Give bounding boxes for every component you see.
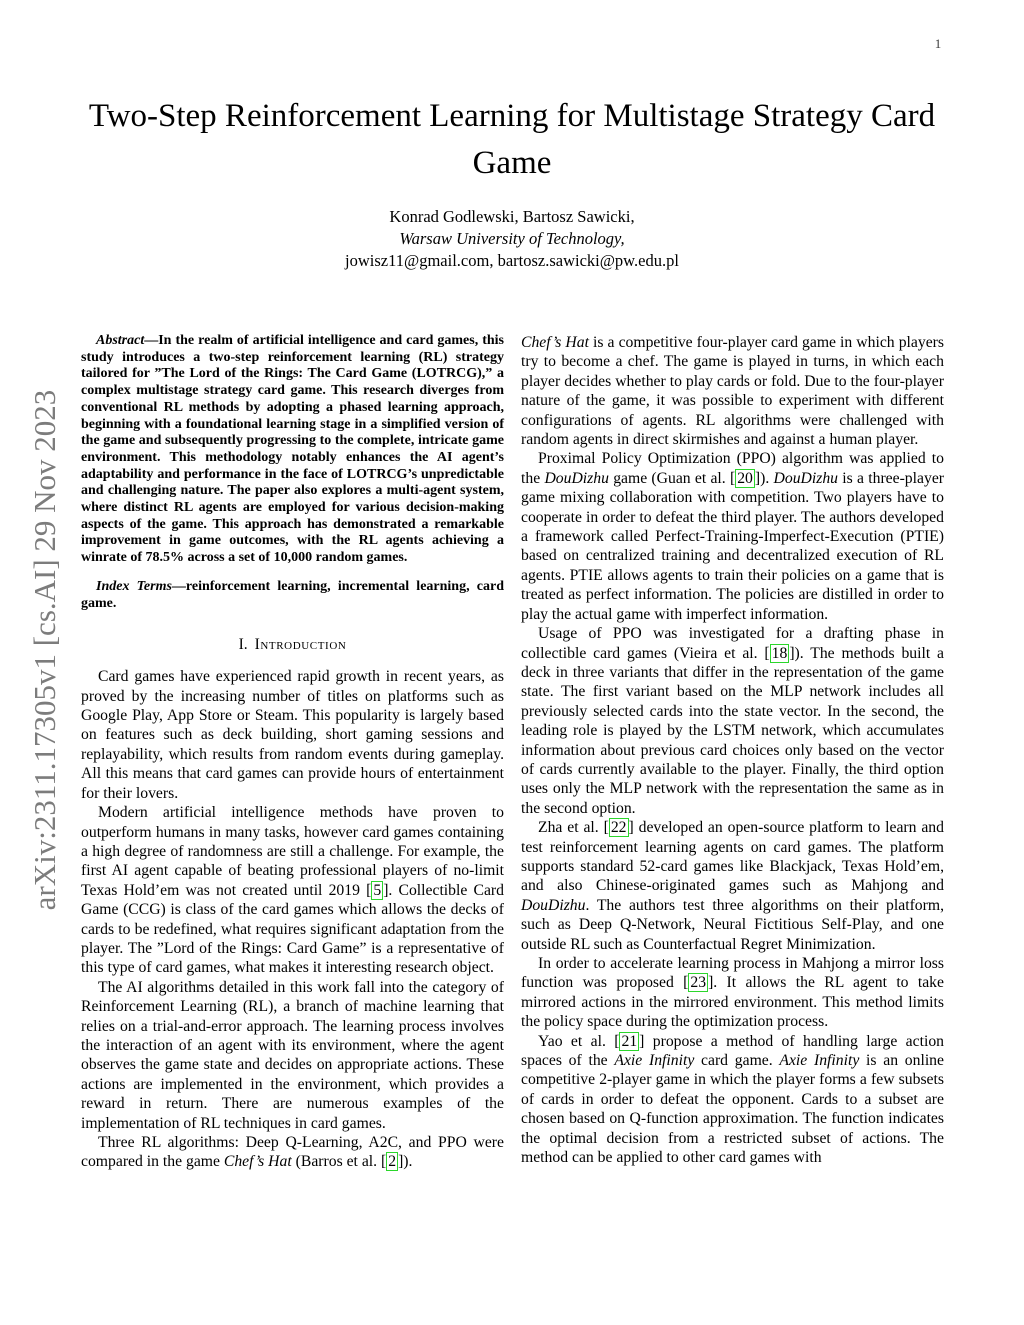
arxiv-stamp: arXiv:2311.17305v1 [cs.AI] 29 Nov 2023 [27, 389, 62, 911]
text-run: Index Terms [96, 578, 172, 594]
author-emails: jowisz11@gmail.com, bartosz.sawicki@pw.edu.pl [345, 250, 679, 270]
citation-link[interactable]: 21 [621, 1032, 638, 1050]
text-run: DouDizhu [521, 896, 586, 914]
text-run: is an online competitive 2-player game in which the player forms a few subsets of cards in order to defeat the opponent. Cards to a subset are chosen based on Q-function approximation. The function indicates the optimal decision from a restricted subset of actions. The method can be applied to other card games with [521, 1052, 944, 1167]
paper-title: Two-Step Reinforcement Learning for Multistage Strategy Card Game [88, 98, 936, 181]
text-run: card game. [694, 1052, 780, 1070]
text-run: Usage of PPO was investigated for a drafting phase in collectible card games (Vieira et al. [ [521, 625, 944, 662]
text-run: ]. Collectible Card Game (CCG) is class of the card games which allows the decks of cards to be redefined, what requires significant adaptation from the player. The ”Lord of the Rings: Card Game” is a representative of this type of card games, what makes it interesting research object. [81, 881, 504, 977]
text-run: Chef’s Hat [223, 1153, 292, 1171]
text-run: is a competitive four-player card game in which players try to become a chef. The game is played in turns, in which each player decides whether to play cards or fold. Due to the four-player nature of the game, it was possible to experiment with different configurations of agents. RL algorithms were challenged with random agents in direct skirmishes and against a human player. [521, 334, 945, 449]
column-right [521, 333, 944, 1167]
text-run: ] propose a method of handling large action spaces of the [521, 1032, 945, 1070]
text-run: In order to accelerate learning process in Mahjong a mirror loss function was proposed [ [521, 955, 944, 992]
text-run: ] developed an open-source platform to learn and test reinforcement learning agents on card games. The platform supports standard 52-card games like Blackjack, Texas Hold’em, and also Chinese-originated games such as Mahjong and [521, 819, 944, 895]
paragraph [81, 667, 504, 803]
text-run: DouDizhu [544, 469, 609, 487]
authors-block [81, 206, 943, 272]
text-run: ]). [754, 469, 774, 487]
paragraph [81, 1133, 504, 1172]
paragraph [521, 624, 944, 818]
text-run: —reinforcement learning, incremental learning, card game. [81, 578, 504, 611]
text-run: ]). [398, 1153, 413, 1171]
section-heading [81, 636, 504, 654]
paragraph [521, 1032, 944, 1168]
column-left [81, 333, 504, 1172]
text-run: ]. It allows the RL agent to take mirrored actions in the mirrored environment. This method limits the policy space during the optimization process. [521, 974, 944, 1031]
text-run: Modern artificial intelligence methods have proven to outperform humans in many tasks, however card games containing a high degree of randomness are still a challenge. For example, the first AI agent capable of beating professional players of no-limit Texas Hold’em was not created until 2019 [ [81, 804, 504, 899]
citation-link[interactable]: 18 [771, 644, 788, 662]
paper-header [81, 93, 943, 272]
paragraph [81, 978, 504, 1133]
section-title: Introduction [254, 636, 347, 654]
page-number: 1 [934, 36, 942, 51]
citation-link[interactable]: 2 [388, 1153, 397, 1171]
text-run: ]). The methods built a deck in three variants that differ in the representation of the game state. The first variant based on the MLP network includes all previously selected cards into the state vector. In the second, the leading role is played by the LSTM network, which accumulates information about previous card choices only based on the vector of cards currently available to the player. Finally, the third option uses only the MLP network with the representation the same as in the second option. [521, 644, 944, 817]
citation-link[interactable]: 20 [737, 469, 753, 487]
text-run: Axie Infinity [614, 1052, 695, 1070]
text-run: Proximal Policy Optimization (PPO) algorithm was applied to the [521, 450, 944, 487]
section-number: I. [238, 636, 248, 654]
paragraph [521, 333, 944, 449]
text-run: . The authors test three algorithms on their platform, such as Deep Q-Network, Neural Fictitious Self-Play, and one outside RL such as Counterfactual Regret Minimization. [521, 896, 944, 953]
text-run: —In the realm of artificial intelligence and card games, this study introduces a two-step reinforcement learning (RL) strategy tailored for ”The Lord of the Rings: The Card Game (LOTRCG),” a complex multistage strategy card game. This research diverges from conventional RL methods by adopting a phased learning approach, beginning with a foundational learning stage in a simplified version of the game and subsequently progressing to the complete, intricate game environment. This methodology notably enhances the AI agent’s adaptability and performance in the face of LOTRCG’s unpredictable and challenging nature. The paper also explores a multi-agent system, where distinct RL agents are employed for various decision-making aspects of the game. This approach has demonstrated a remarkable improvement in game outcomes, with the RL agents achieving a winrate of 78.5% across a set of 10,000 random games. [81, 333, 504, 566]
abstract-paragraph [81, 333, 504, 567]
text-run: is a three-player game mixing collaboration with competition. Two players have to cooperate in order to defeat the third player. The authors developed a framework called Perfect-Training-Imperfect-Execution (PTIE) based on centralized training and decentralized execution of RL agents. PTIE allows agents to train their policies on a game that is treated as perfect information. The policies are distilled in order to play the actual game with imperfect information. [521, 469, 945, 623]
citation-link[interactable]: 5 [373, 881, 382, 899]
text-run: Yao et al. [ [538, 1032, 620, 1050]
text-run: Chef’s Hat [521, 334, 589, 351]
text-run: game (Guan et al. [ [608, 469, 736, 487]
text-run: The AI algorithms detailed in this work fall into the category of Reinforcement Learning (RL), a branch of machine learning that relies on a trial-and-error approach. The learning process involves the interaction of an agent with its environment, where the agent observes the game state and decides on appropriate actions. These actions are implemented in the environment, which provides a reward in return. There are numerous examples of the implementation of RL techniques in card games. [81, 978, 504, 1132]
text-run: Abstract [96, 333, 145, 348]
text-run: Axie Infinity [779, 1052, 860, 1070]
text-run: Three RL algorithms: Deep Q-Learning, A2C, and PPO were compared in the game [81, 1134, 504, 1171]
text-run: Card games have experienced rapid growth in recent years, as proved by the increasing number of titles on platforms such as Google Play, App Store or Steam. This popularity is largely based on features such as deck building, short gaming sessions and replayability, which results from random events during gameplay. All this means that card games can provide hours of entertainment for their lovers. [81, 668, 504, 802]
citation-link[interactable]: 22 [610, 819, 627, 837]
text-run: DouDizhu [773, 469, 839, 487]
paragraph [521, 449, 944, 624]
text-run: (Barros et al. [ [291, 1153, 387, 1171]
index-terms [81, 579, 504, 612]
citation-link[interactable]: 23 [690, 974, 707, 992]
paragraph [521, 954, 944, 1032]
paragraph [521, 818, 944, 954]
text-run: Zha et al. [ [538, 819, 609, 837]
author-names: Konrad Godlewski, Bartosz Sawicki, [389, 206, 635, 226]
author-affiliation: Warsaw University of Technology, [399, 228, 625, 248]
paragraph [81, 803, 504, 978]
